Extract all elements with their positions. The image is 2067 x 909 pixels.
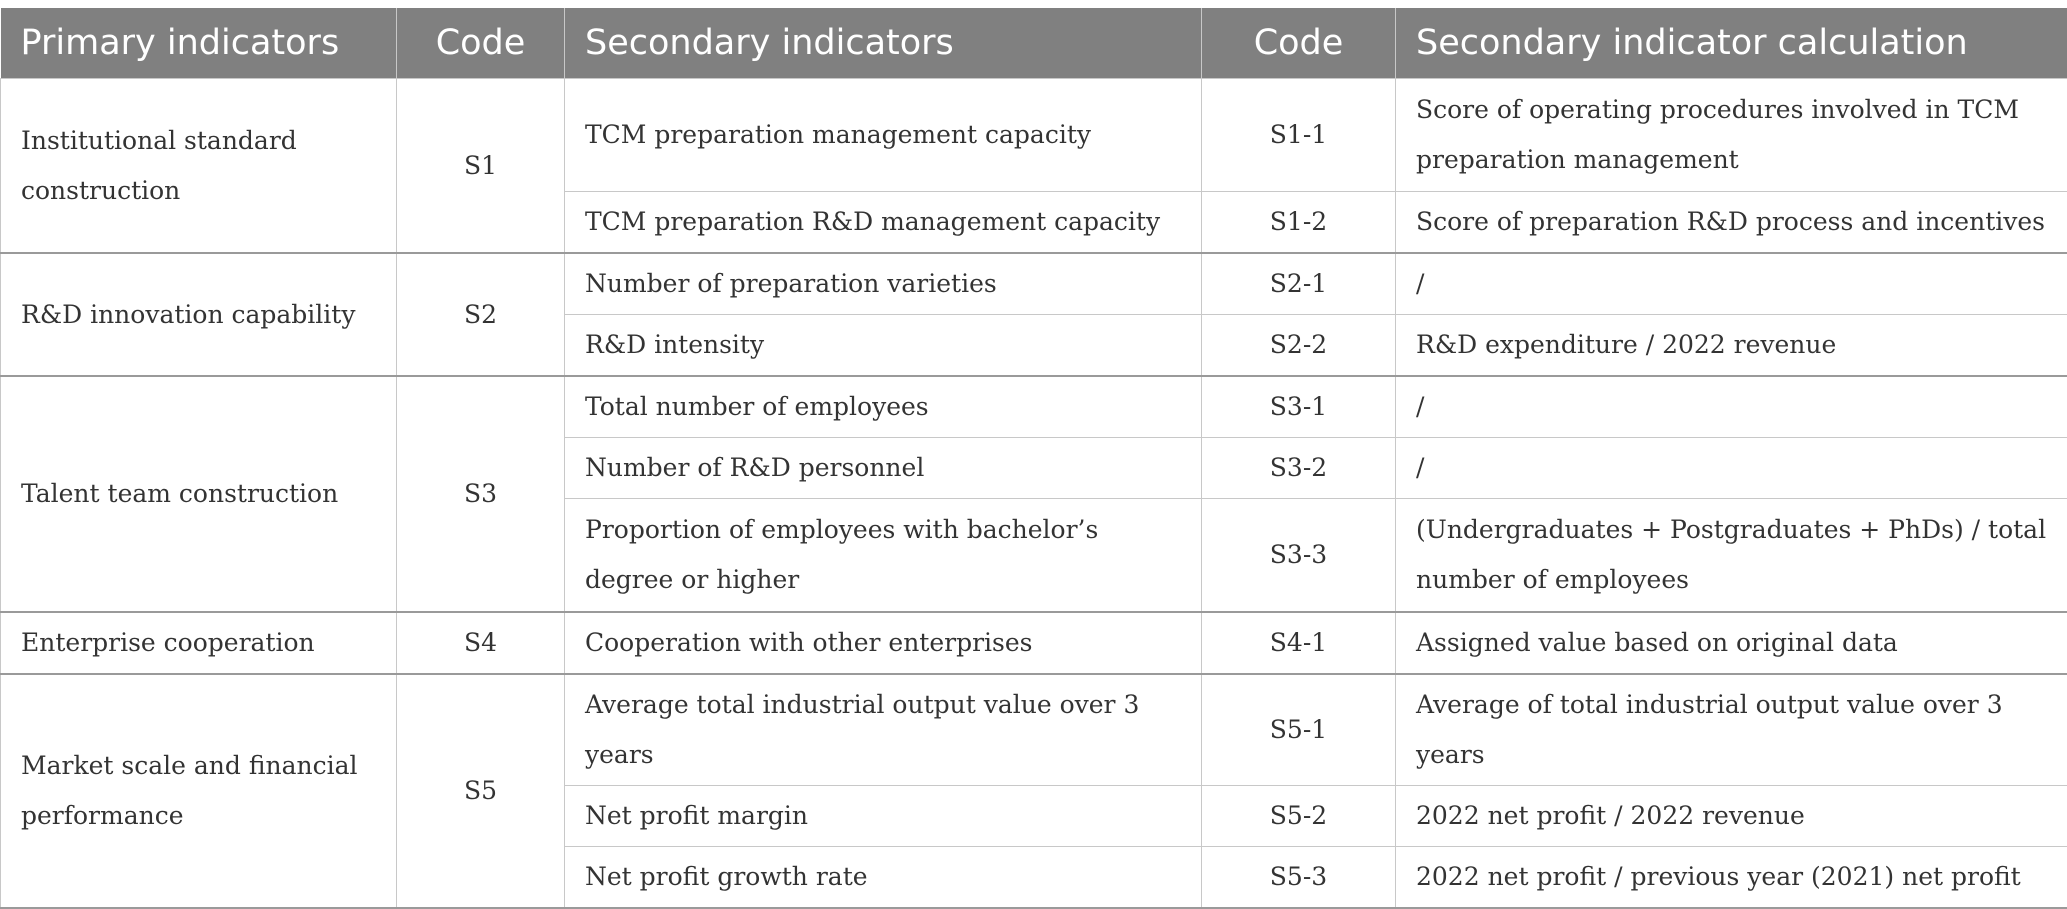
primary-code: S4 [397,612,565,674]
secondary-indicator: Proportion of employees with bachelor’s degree or higher [565,499,1202,613]
secondary-code: S5-3 [1202,847,1396,909]
secondary-code: S4-1 [1202,612,1396,674]
secondary-calculation: Assigned value based on original data [1396,612,2067,674]
primary-indicator: Talent team construction [1,376,397,612]
indicator-table [0,8,2067,909]
secondary-code: S2-2 [1202,315,1396,377]
secondary-calculation: / [1396,438,2067,499]
secondary-code: S3-1 [1202,376,1396,438]
primary-code: S2 [397,253,565,376]
secondary-calculation: 2022 net profit / 2022 revenue [1396,786,2067,847]
secondary-code: S3-2 [1202,438,1396,499]
secondary-indicator: Total number of employees [565,376,1202,438]
header-code: Code [397,8,565,79]
secondary-code: S5-1 [1202,674,1396,786]
secondary-indicator: Net profit margin [565,786,1202,847]
secondary-indicator: Average total industrial output value over 3 years [565,674,1202,786]
table-row [1,253,2067,315]
secondary-calculation: / [1396,253,2067,315]
secondary-calculation: (Undergraduates + Postgraduates + PhDs) / total number of employees [1396,499,2067,613]
header-row [1,8,2067,79]
secondary-indicator: Cooperation with other enterprises [565,612,1202,674]
table-row [1,612,2067,674]
secondary-calculation: 2022 net profit / previous year (2021) net profit [1396,847,2067,909]
table-row [1,674,2067,786]
secondary-indicator: R&D intensity [565,315,1202,377]
primary-indicator: R&D innovation capability [1,253,397,376]
primary-indicator: Market scale and financial performance [1,674,397,908]
primary-code: S1 [397,79,565,254]
primary-code: S3 [397,376,565,612]
primary-indicator: Institutional standard construction [1,79,397,254]
table-row [1,376,2067,438]
header-secondary-code: Code [1202,8,1396,79]
primary-code: S5 [397,674,565,908]
table-body [1,79,2067,909]
secondary-indicator: TCM preparation management capacity [565,79,1202,192]
secondary-code: S3-3 [1202,499,1396,613]
secondary-code: S1-2 [1202,192,1396,254]
secondary-indicator: Number of R&D personnel [565,438,1202,499]
primary-indicator: Enterprise cooperation [1,612,397,674]
secondary-calculation: R&D expenditure / 2022 revenue [1396,315,2067,377]
table-header [1,8,2067,79]
indicator-table-container [0,8,2067,909]
secondary-calculation: Score of operating procedures involved in TCM preparation management [1396,79,2067,192]
secondary-code: S5-2 [1202,786,1396,847]
secondary-indicator: TCM preparation R&D management capacity [565,192,1202,254]
secondary-calculation: Average of total industrial output value over 3 years [1396,674,2067,786]
secondary-indicator: Net profit growth rate [565,847,1202,909]
header-secondary-indicators: Secondary indicators [565,8,1202,79]
secondary-calculation: Score of preparation R&D process and incentives [1396,192,2067,254]
table-row [1,79,2067,192]
secondary-code: S2-1 [1202,253,1396,315]
secondary-code: S1-1 [1202,79,1396,192]
header-calculation: Secondary indicator calculation [1396,8,2067,79]
header-primary-indicators: Primary indicators [1,8,397,79]
secondary-calculation: / [1396,376,2067,438]
secondary-indicator: Number of preparation varieties [565,253,1202,315]
